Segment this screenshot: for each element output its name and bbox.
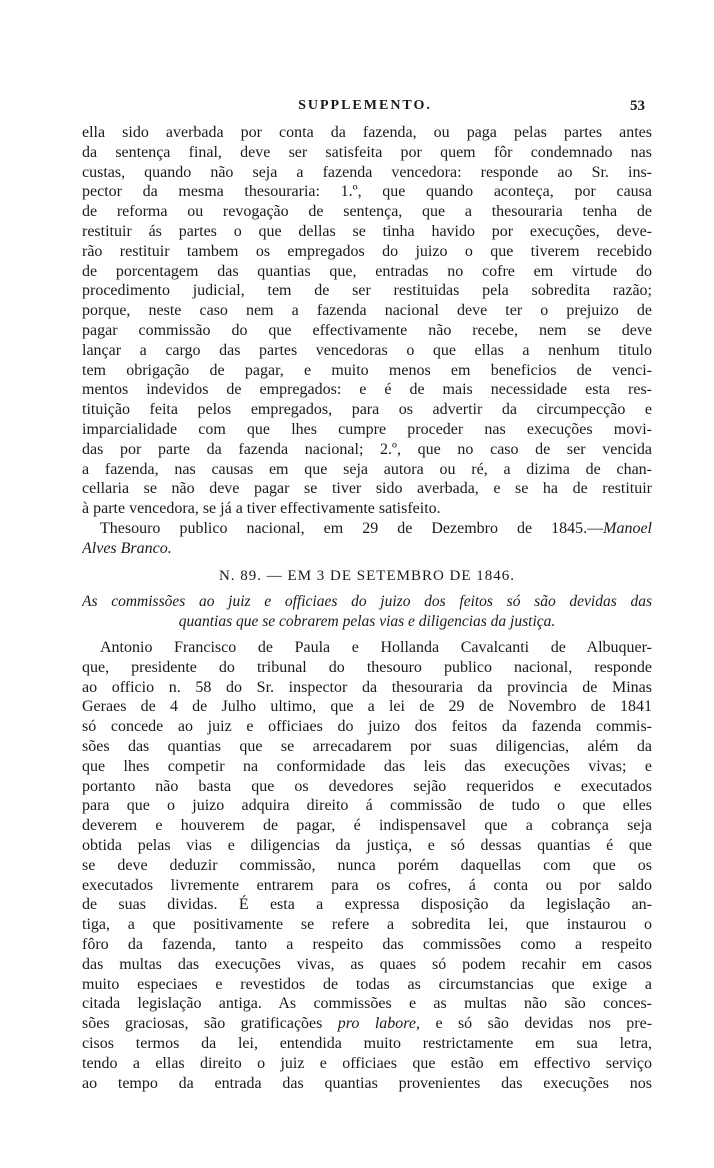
text-run: à parte vencedora, se já a tiver effectivamente satisfeito.	[82, 500, 441, 518]
text-line	[82, 856, 652, 876]
text-run: tiga, a que positivamente se refere a sobredita lei, que instaurou o	[82, 916, 652, 934]
text-line	[82, 955, 652, 975]
text-run: ella sido averbada por conta da fazenda, ou paga pelas partes antes	[82, 124, 652, 141]
text-run: de porcentagem das quantias que, entradas no cofre em virtude do	[82, 262, 652, 280]
text-line	[82, 876, 652, 896]
text-run: para que o juizo adquira direito á commissão de tudo o que elles	[82, 797, 652, 815]
text-run: lançar a cargo das partes vencedoras o que ellas a nenhum titulo	[82, 341, 652, 359]
text-line	[82, 1054, 652, 1074]
text-run: que lhes competir na conformidade das leis das execuções vivas; e	[82, 757, 652, 775]
text-line	[82, 400, 652, 420]
text-line	[82, 202, 652, 222]
text-line	[82, 460, 652, 480]
running-head	[0, 98, 714, 118]
text-run: obtida pelas vias e diligencias da justiça, e só dessas quantias é que	[82, 836, 652, 854]
text-run: portanto não basta que os devedores sejão requeridos e executados	[82, 777, 652, 795]
text-line	[82, 1034, 652, 1054]
text-line	[82, 262, 652, 282]
text-run: tituição feita pelos empregados, para os advertir da circumpecção e	[82, 401, 652, 419]
text-run: de suas dividas. É esta a expressa disposição da legislação an-	[82, 896, 652, 914]
italic-text: Alves Branco.	[82, 539, 172, 557]
text-line	[82, 737, 652, 757]
text-run: executados livremente entrarem para os cofres, á conta ou por saldo	[82, 876, 652, 894]
text-run: sões das quantias que se arrecadarem por suas diligencias, além da	[82, 737, 652, 755]
text-line	[82, 658, 652, 678]
text-run: Geraes de 4 de Julho ultimo, que a lei de 29 de Novembro de 1841	[82, 698, 652, 716]
text-line	[82, 592, 652, 612]
text-line	[82, 321, 652, 341]
text-line	[82, 678, 652, 698]
text-run: pector da mesma thesouraria: 1.º, que quando aconteça, por causa	[82, 183, 652, 201]
text-line	[82, 994, 652, 1014]
text-run: mentos indevidos de empregados: e é de mais necessidade esta res-	[82, 381, 652, 399]
text-run: que, presidente do tribunal do thesouro publico nacional, responde	[82, 658, 652, 676]
text-line	[82, 143, 652, 163]
text-run: deverem e houverem de pagar, é indispensavel que a cobrança seja	[82, 817, 652, 835]
text-line	[82, 697, 652, 717]
text-run: pagar commissão do que effectivamente não recebe, nem se deve	[82, 321, 652, 339]
text-line	[82, 539, 652, 559]
text-line	[82, 638, 652, 658]
text-line	[82, 301, 652, 321]
text-run: tem obrigação de pagar, e muito menos em beneficios de venci-	[82, 361, 652, 379]
document-heading: N. 89. — EM 3 DE SETEMBRO DE 1846.	[218, 568, 516, 584]
text-line	[82, 612, 652, 632]
text-line	[82, 816, 652, 836]
text-run: fôro da fazenda, tanto a respeito das commissões como a respeito	[82, 935, 652, 953]
text-run: custas, quando não seja a fazenda vencedora: responde ao Sr. ins-	[82, 163, 652, 181]
text-run: cellaria se não deve pagar se tiver sido averbada, e se ha de restituir	[82, 480, 652, 498]
text-run: restituir ás partes o que dellas se tinha havido por execuções, deve-	[82, 222, 652, 240]
text-line	[82, 281, 652, 301]
paragraph-2	[82, 638, 652, 1093]
text-line	[82, 796, 652, 816]
text-line	[82, 915, 652, 935]
summary	[82, 592, 652, 631]
text-line	[82, 757, 652, 777]
text-line	[82, 1014, 652, 1034]
text-run: procedimento judicial, tem de ser restituidas pela sobredita razão;	[82, 282, 652, 300]
text-line	[82, 163, 652, 183]
text-run: a fazenda, nas causas em que seja autora ou ré, a dizima de chan-	[82, 460, 652, 478]
text-run: muito especiaes e revestidos de todas as circumstancias que exige a	[82, 975, 652, 993]
text-line	[82, 420, 652, 440]
text-line	[82, 182, 652, 202]
text-line	[82, 479, 652, 499]
text-run: sões graciosas, são gratificações	[82, 1015, 338, 1033]
text-line	[82, 777, 652, 797]
text-run: , e só são devidas nos pre-	[416, 1015, 652, 1033]
text-line	[82, 975, 652, 995]
text-line	[82, 836, 652, 856]
text-line	[82, 717, 652, 737]
page-number: 53	[630, 98, 645, 114]
text-run: ao officio n. 58 do Sr. inspector da thesouraria da provincia de Minas	[82, 678, 652, 696]
text-run: de reforma ou revogação de sentença, que a thesouraria tenha de	[82, 203, 652, 221]
text-line	[82, 895, 652, 915]
text-run: se deve deduzir commissão, nunca porém daquellas com que os	[82, 856, 652, 874]
text-run: citada legislação antiga. As commissões e as multas não são conces-	[82, 995, 652, 1013]
text-run: cisos termos da lei, entendida muito restrictamente em sua letra,	[82, 1034, 652, 1052]
text-run: imparcialidade com que lhes cumpre proceder nas execuções movi-	[82, 420, 652, 438]
text-run: As commissões ao juiz e officiaes do juizo dos feitos só são devidas das	[82, 593, 652, 610]
text-line	[82, 361, 652, 381]
text-line	[82, 242, 652, 262]
text-line	[82, 935, 652, 955]
text-run: quantias que se cobrarem pelas vias e diligencias da justiça.	[178, 612, 556, 630]
text-line	[82, 341, 652, 361]
text-run: porque, neste caso nem a fazenda nacional deve ter o prejuizo de	[82, 302, 652, 320]
text-run: Thesouro publico nacional, em 29 de Dezembro de 1845.—	[100, 519, 604, 537]
text-run: ao tempo da entrada das quantias provenientes das execuções nos	[82, 1074, 652, 1092]
text-line	[82, 499, 652, 519]
text-line	[82, 440, 652, 460]
text-run: da sentença final, deve ser satisfeita por quem fôr condemnado nas	[82, 143, 652, 161]
italic-text: Manoel	[603, 519, 652, 537]
running-head-title: SUPPLEMENTO.	[298, 98, 432, 113]
text-line	[82, 123, 652, 143]
text-run: das multas das execuções vivas, as quaes só podem recahir em casos	[82, 955, 652, 973]
text-line	[82, 222, 652, 242]
text-run: tendo a ellas direito o juiz e officiaes que estão em effectivo serviço	[82, 1054, 652, 1072]
text-line	[82, 519, 652, 539]
paragraph-1	[82, 123, 652, 559]
text-run: só concede ao juiz e officiaes do juizo dos feitos da fazenda commis-	[82, 718, 652, 736]
text-run: Antonio Francisco de Paula e Hollanda Cavalcanti de Albuquer-	[100, 639, 652, 656]
italic-text: pro labore	[337, 1015, 417, 1033]
text-line	[82, 1074, 652, 1094]
text-run: rão restituir tambem os empregados do juizo o que tiverem recebido	[82, 242, 652, 260]
text-run: das por parte da fazenda nacional; 2.º, que no caso de ser vencida	[82, 440, 652, 458]
text-line	[82, 380, 652, 400]
